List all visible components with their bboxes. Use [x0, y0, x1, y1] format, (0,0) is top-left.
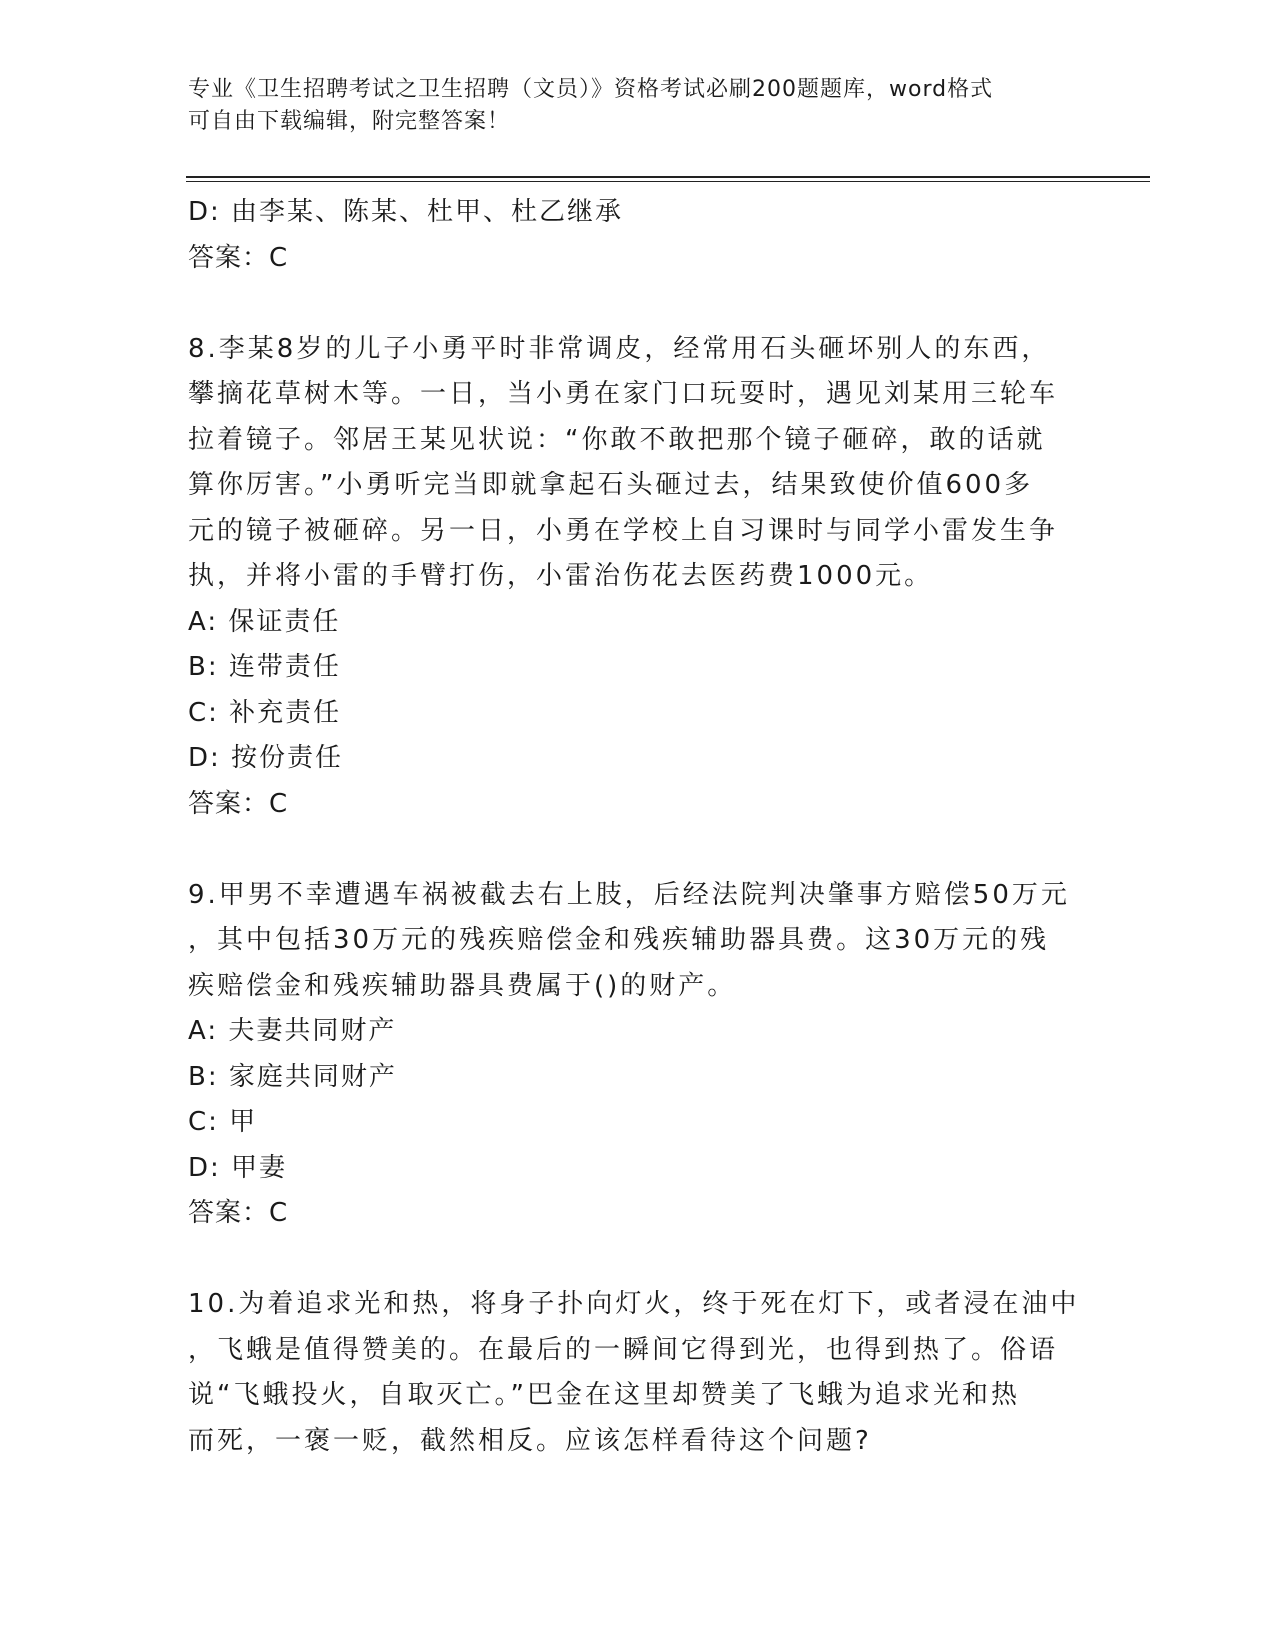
option-c: C: 甲 [188, 1107, 258, 1137]
stem-line: 而死，一褒一贬，截然相反。应该怎样看待这个问题? [188, 1425, 872, 1456]
option-d: D: 由李某、陈某、杜甲、杜乙继承 [188, 197, 624, 227]
question-8 [188, 327, 1088, 828]
question-stem [188, 873, 1088, 1010]
stem-line: ，其中包括30万元的残疾赔偿金和残疾辅助器具费。这30万元的残 [188, 925, 1050, 955]
question-10 [188, 1282, 1088, 1464]
question-stem [188, 327, 1088, 600]
option-d: D: 按份责任 [188, 743, 344, 773]
stem-line: 疾赔偿金和残疾辅助器具费属于()的财产。 [188, 970, 737, 1001]
stem-line: 说“飞蛾投火，自取灭亡。”巴金在这里却赞美了飞蛾为追求光和热 [188, 1380, 1020, 1410]
header-divider-thick [186, 176, 1150, 178]
stem-line: 执，并将小雷的手臂打伤，小雷治伤花去医药费1000元。 [188, 561, 934, 591]
stem-line: 10.为着追求光和热，将身子扑向灯火，终于死在灯下，或者浸在油中 [188, 1289, 1080, 1319]
option-a: A: 保证责任 [188, 606, 341, 637]
stem-line: 拉着镜子。邻居王某见状说：“你敢不敢把那个镜子砸碎，敢的话就 [188, 424, 1046, 455]
header-title-line-2: 可自由下载编辑，附完整答案！ [188, 109, 511, 134]
answer-line: 答案：C [188, 1198, 289, 1228]
question-9 [188, 873, 1088, 1237]
header-title-line-1: 专业《卫生招聘考试之卫生招聘（文员）》资格考试必刷200题题库，word格式 [188, 77, 994, 102]
spacer [188, 281, 1088, 327]
question-list [188, 190, 1088, 1464]
question-stem [188, 1282, 1088, 1464]
header-divider-thin [186, 181, 1150, 182]
stem-line: ，飞蛾是值得赞美的。在最后的一瞬间它得到光，也得到热了。俗语 [188, 1334, 1059, 1365]
stem-line: 攀摘花草树木等。一日，当小勇在家门口玩耍时，遇见刘某用三轮车 [188, 379, 1059, 409]
answer-line: 答案：C [188, 242, 289, 273]
option-d: D: 甲妻 [188, 1152, 288, 1183]
stem-line: 算你厉害。”小勇听完当即就拿起石头砸过去，结果致使价值600多 [188, 470, 1034, 500]
answer-line: 答案：C [188, 788, 289, 819]
page-header [188, 74, 1068, 138]
option-c: C: 补充责任 [188, 697, 342, 728]
spacer [188, 827, 1088, 873]
stem-line: 9.甲男不幸遭遇车祸被截去右上肢，后经法院判决肇事方赔偿50万元 [188, 879, 1070, 910]
option-a: A: 夫妻共同财产 [188, 1016, 397, 1046]
option-b: B: 连带责任 [188, 652, 341, 682]
option-b: B: 家庭共同财产 [188, 1061, 397, 1092]
previous-question-tail [188, 190, 1088, 281]
stem-line: 8.李某8岁的儿子小勇平时非常调皮，经常用石头砸坏别人的东西， [188, 333, 1051, 364]
spacer [188, 1237, 1088, 1283]
stem-line: 元的镜子被砸碎。另一日，小勇在学校上自习课时与同学小雷发生争 [188, 515, 1059, 546]
